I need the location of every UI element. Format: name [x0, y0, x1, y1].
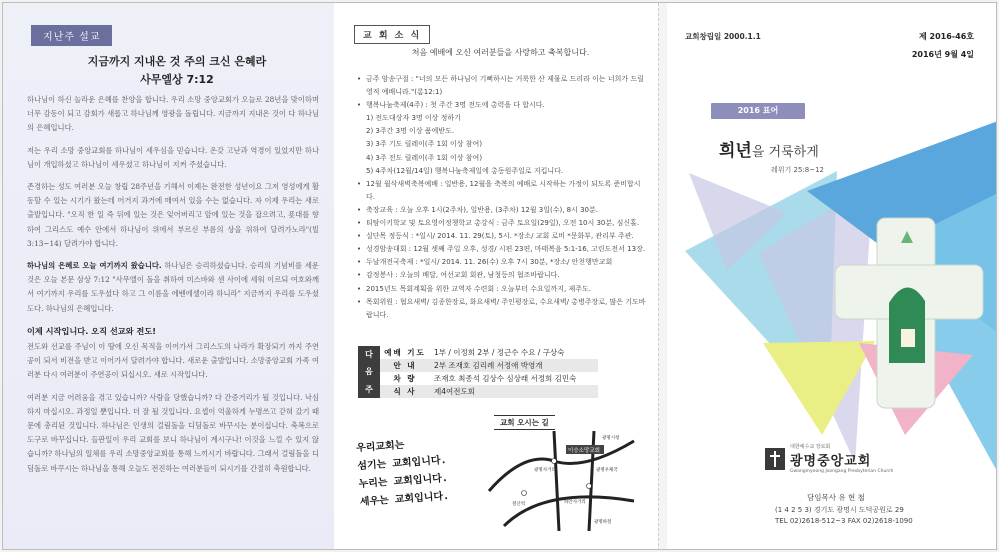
- cross-icon: [765, 448, 785, 470]
- service-row: 식 사 제4여전도회: [380, 385, 598, 398]
- map-church-label: 이승소망교회: [568, 448, 600, 454]
- news-item: • 두날개전국축제 : *일시/ 2014. 11. 26(수) 오후 7시 30분, *장소/ 안천행만교회: [356, 256, 648, 269]
- next-week-service-table: [358, 346, 598, 398]
- news-item: • 축장교육 : 오늘 오후 1시(2주차), 일반용, (3주차) 12월 3일(수), 8시 30분.: [356, 204, 648, 217]
- church-logo: 대한예수교 장로회 광명중앙교회 Gwangmyeong Joongang Presbyterian Church: [765, 443, 893, 474]
- map-label: 광명우체국: [596, 468, 618, 473]
- sermon-paragraph: 저는 우리 소망 중앙교회를 하나님이 세우심을 믿습니다. 온갖 고난과 역경이 있었지만 하나님이 개입하셨고 하나님이 세우셨고 하나님이 지켜 주셨습니다.: [27, 145, 319, 169]
- sermon-panel: [3, 3, 334, 550]
- sermon-paragraph: 하나님이 하신 놀라운 은혜를 찬양을 합니다. 우리 소망 중앙교회가 오늘로 28년을 맞이하며 너무 감동이 되고 감회가 새롭고 하나님께 영광을 돌립니다. 지금까지 지내온 것이 다 하나님의 은혜입니다.: [27, 95, 319, 133]
- news-subitem: 5) 4주차(12월/14일) 행복나눔축제일에 총동원주일로 지킵니다.: [366, 166, 564, 175]
- map-title: 교회 오시는 길: [494, 415, 555, 430]
- sermon-subheading: 이제 시작입니다. 오직 선교와 전도!: [27, 325, 156, 336]
- map-label: 광명시청: [602, 436, 620, 441]
- next-week-label: 다 음 주: [358, 346, 380, 398]
- church-slogan: 우리교회는 섬기는 교회입니다. 누리는 교회입니다. 세우는 교회입니다.: [355, 439, 450, 509]
- bulletin-sheet: [2, 2, 997, 550]
- news-item: • 티탐이키학교 및 토요영어정챙학교 총강식 : 금주 토요일(29일), 오전 10시 30분, 심신홀.: [356, 217, 648, 230]
- news-item: • 감정봉사 : 오늘의 배달, 여선교회 회관, 남청등의 협조바랍니다.: [356, 269, 648, 282]
- news-subitem: 3) 3주 기도 릴레이(주 1회 이상 참여): [366, 140, 483, 149]
- service-row: 안 내 2부 조재호 김리례 서정애 박영개: [380, 359, 598, 372]
- cover-panel: [667, 3, 997, 550]
- news-list: [356, 73, 648, 322]
- sermon-paragraph: [27, 259, 319, 316]
- news-item: • 12월 월삭새벽축복예배 : 일반용, 12월을 축복의 예배로 시작하는 가정이 되도록 준비합시다.: [356, 178, 648, 204]
- news-item: • 금주 암송구절 : "너의 모든 하나님이 기뻐하시는 거룩한 산 제물로 드리라 이는 너희가 드릴 영적 예배니라."(롬12:1): [356, 73, 648, 99]
- established-date: 교회창립일 2000.1.1: [685, 32, 761, 41]
- map-label: 철산역: [512, 502, 526, 507]
- map-label: 광명사거리: [534, 468, 556, 473]
- sermon-reference: 사무엘상 7:12: [140, 73, 214, 86]
- bulletin-date: 2016년 9월 4일: [911, 50, 974, 59]
- sermon-paragraph: 전도와 선교를 주님이 이 땅에 오신 목적을 이어가서 그리스도의 나라가 확장되기 까지 주연공이 되서 비전을 받고 이어가서 달려가야 합니다. 새로운 출발입니다. 소망중앙교회 가족 여러분 다시 여러분이 주연공이 되십시오. 새로 시작입니다.: [27, 342, 319, 380]
- sermon-tag: 지난주 설교: [31, 25, 112, 46]
- news-item: • 실단목 정등식 : *일시/ 2014. 11. 29(토), 5시. *장소/ 교회 로비 *문화부, 관리부 주관.: [356, 230, 648, 243]
- map-label: 광명하철: [594, 520, 612, 525]
- news-tag: 교 회 소 식: [354, 25, 430, 44]
- motto-tag: 2016 표어: [711, 103, 805, 119]
- news-subitem: 1) 전도대상자 3명 이상 정하기: [366, 114, 461, 123]
- issue-number: 제 2016-46호: [919, 32, 974, 41]
- sermon-body: [27, 93, 319, 484]
- church-contact: TEL 02)2618-512~3 FAX 02)2618-1090: [775, 517, 913, 525]
- news-panel: [334, 3, 667, 550]
- news-item: • 2015년도 목회계획을 위한 교역자 수련회 : 오늘부터 수요일까지, 제주도.: [356, 283, 648, 296]
- sermon-paragraph-text: 하나님은 승리하셨습니다. 승리의 기념비를 세운 것은 오늘 본문 삼상 7:12 "사무엘이 돌을 취하여 미스바와 센 사이에 세워 이르되 여호와께서 여기까지 우리를 도우셨다 하고 그 이름을 에벤에셀이라 하니라" 지금까지 우리를 도우셨도다. 하나님의 은혜입니다.: [27, 261, 319, 313]
- news-item: • 성경암송대회 : 12월 셋째 주일 오후, 성경/ 시편 23편, 마태복음 5:1-16, 고린도전서 13장.: [356, 243, 648, 256]
- sermon-paragraph: 여러분 지금 어려움을 겪고 있습니까? 사람을 당했습니까? 다 간증거리가 될 것입니다. 낙심하지 마십시오. 과정일 뿐입니다. 더 잘 될 것입니다. 요셉이 억울하게 누명쓰고 갇혀 갔기 때문에 총리된 것입니다. 하나님은 인생의 걸림돌을 디딤돌로 바꾸시는 분이십니다. 축복으로 도구로 바꾸십니다. 들판일이 우리 교회를 보니 하나님이 계시구나! 이것을 느낄 수 있지 않습니까? 하나님의 일체를 우리 소망중앙교회를 통해 느끼시기 바랍니다. 그래서 걸림돌을 디딤돌로 바꾸시는 하나님을 통해 오늘도 전진하는 여러분들이 되시기를 간절히 축원합니다.: [27, 392, 319, 473]
- church-address: (1 4 2 5 3) 경기도 광명시 도덕공원로 29: [775, 506, 904, 514]
- church-name: 광명중앙교회: [790, 454, 872, 469]
- service-row: 차 량 조재호 최종석 김상수 심상래 서정희 김민숙: [393, 374, 577, 383]
- directions-map: [484, 431, 639, 531]
- welcome-text: 처음 예배에 오신 여러분들을 사랑하고 축복합니다.: [411, 48, 590, 57]
- motto-reference: 레위기 25:8~12: [771, 166, 825, 174]
- motto: 희년을 거룩하게: [719, 141, 819, 161]
- news-item: • 행복나눔축제(4주) : 첫 주간 3명 전도에 총력을 다 합시다.: [356, 99, 648, 112]
- pastor-name: 담임목사 유 현 철: [807, 493, 865, 502]
- news-item: • 목회위원 : 협요새벽/ 김종한장로, 화요새벽/ 주인평장로, 수요새벽/ 총병주장로, 많은 기도바랍니다.: [356, 296, 648, 322]
- service-row: 예배 기도 1부 / 이정희 2부 / 정근수 수요 / 구상숙: [384, 348, 565, 357]
- sermon-subheading: 하나님의 은혜로 오늘 여기까지 왔습니다.: [27, 261, 162, 271]
- sermon-paragraph: 존경하는 성도 여러분 오늘 창립 28주년을 기해서 이제는 완전한 성년이요 그저 영성에게 활동할 수 있는 시기가 왔는데 어거지 과거에 매여서 있을 수는 없습니다. 자 이제 우리는 새로 출발입니다. "오직 한 일 즉 뒤에 있는 것은 잊어버리고 앞에 있는 것을 잡으려고, 푯대를 향하여 그리스도 예수 안에서 하나님이 위에서 부르신 부름의 상을 위하여 달려가노라"(빌3:13~14) 달려가야 합니다.: [27, 182, 319, 248]
- sermon-title: 지금까지 지내온 것 주의 크신 은혜라: [87, 55, 267, 68]
- map-label: 하안사거리: [564, 500, 586, 505]
- news-subitem: 4) 3주 전도 릴레이(주 1회 이상 참여): [366, 153, 483, 162]
- news-subitem: 2) 3주간 3명 이상 품에받도.: [366, 127, 455, 136]
